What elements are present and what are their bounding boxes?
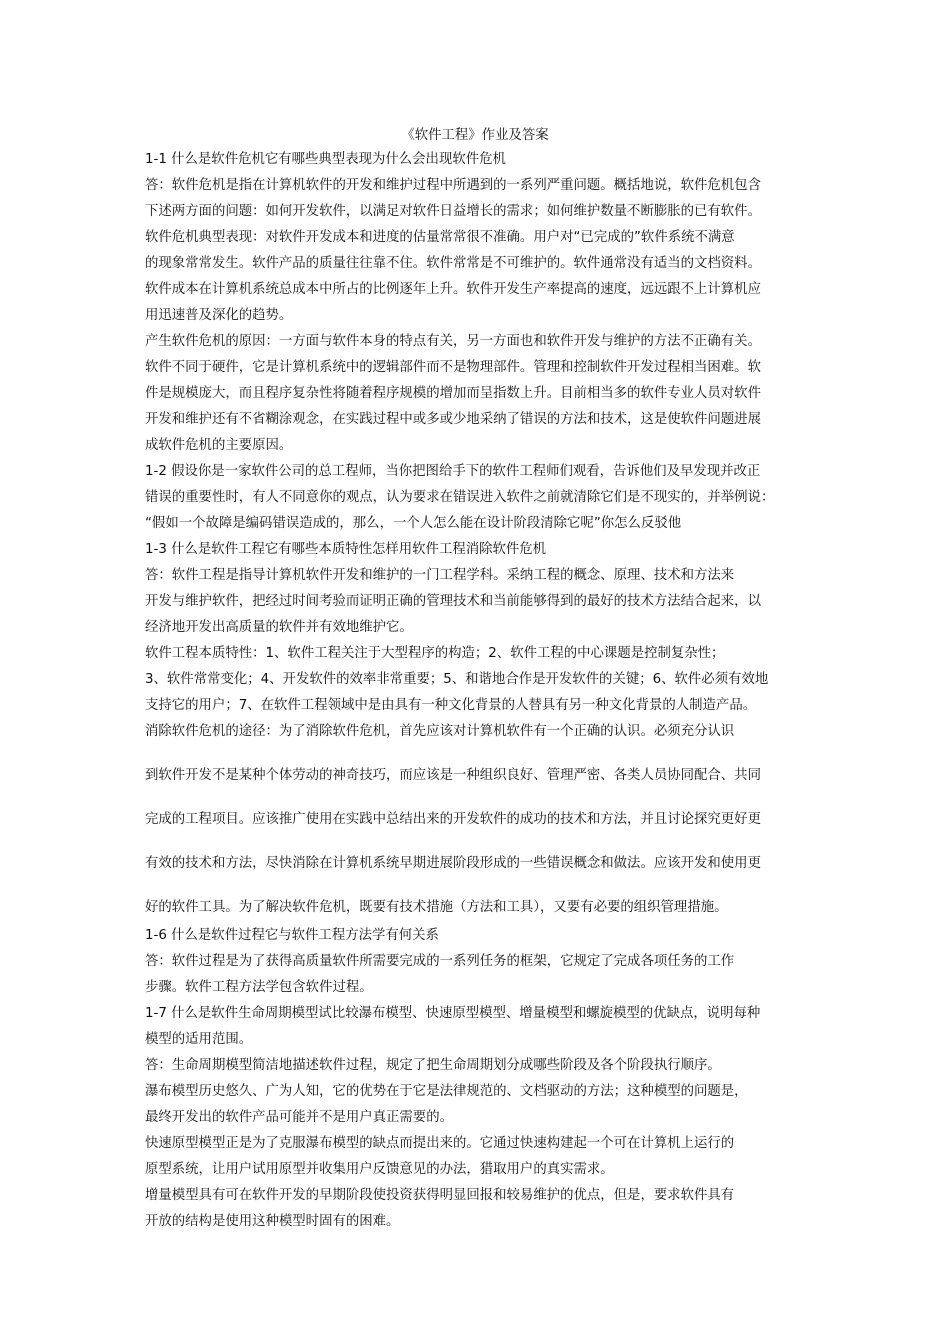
text-line: 软件危机典型表现：对软件开发成本和进度的估量常常很不准确。用户对“已完成的”软件系统不满意: [145, 230, 735, 245]
text-line: 1-6 什么是软件过程它与软件工程方法学有何关系: [145, 928, 439, 943]
text-line: 答：软件危机是指在计算机软件的开发和维护过程中所遇到的一系列严重问题。概括地说，软件危机包含: [145, 178, 761, 193]
text-line: 步骤。软件工程方法学包含软件过程。: [145, 980, 373, 995]
text-line: 开发与维护软件，把经过时间考验而证明正确的管理技术和当前能够得到的最好的技术方法结合起来，以: [145, 594, 761, 609]
text-line: 答：生命周期模型简洁地描述软件过程，规定了把生命周期划分成哪些阶段及各个阶段执行顺序。: [145, 1058, 721, 1073]
text-line: 原型系统，让用户试用原型并收集用户反馈意见的办法，猎取用户的真实需求。: [145, 1162, 614, 1177]
text-line: 支持它的用户；7、在软件工程领域中是由具有一种文化背景的人替具有另一种文化背景的人制造产品。: [145, 698, 757, 713]
text-line: 1-2 假设你是一家软件公司的总工程师，当你把图给手下的软件工程师们观看，告诉他们及早发现并改正: [145, 464, 761, 479]
text-line: “假如一个故障是编码错误造成的，那么，一个人怎么能在设计阶段清除它呢”你怎么反驳他: [145, 516, 682, 531]
text-line: 的现象常常发生。软件产品的质量往往靠不住。软件常常是不可维护的。软件通常没有适当的文档资料。: [145, 256, 761, 271]
text-line: 经济地开发出高质量的软件并有效地维护它。: [145, 620, 413, 635]
text-line: 模型的适用范围。: [145, 1032, 253, 1047]
text-line: 成软件危机的主要原因。: [145, 438, 293, 453]
document-title: 《软件工程》作业及答案: [401, 128, 549, 143]
text-line: 产生软件危机的原因：一方面与软件本身的特点有关，另一方面也和软件开发与维护的方法不正确有关。: [145, 334, 761, 349]
text-line: 增量模型具有可在软件开发的早期阶段使投资获得明显回报和较易维护的优点，但是，要求软件具有: [145, 1188, 735, 1203]
text-line: 下述两方面的问题：如何开发软件，以满足对软件日益增长的需求；如何维护数量不断膨胀的已有软件。: [145, 204, 761, 219]
text-line: 答：软件工程是指导计算机软件开发和维护的一门工程学科。采纳工程的概念、原理、技术和方法来: [145, 568, 735, 583]
text-line: 1-1 什么是软件危机它有哪些典型表现为什么会出现软件危机: [145, 152, 506, 167]
text-line: 消除软件危机的途径：为了消除软件危机，首先应该对计算机软件有一个正确的认识。必须充分认识: [145, 724, 735, 739]
text-line: 答：软件过程是为了获得高质量软件所需要完成的一系列任务的框架，它规定了完成各项任务的工作: [145, 954, 735, 969]
text-line: 到软件开发不是某种个体劳动的神奇技巧，而应该是一种组织良好、管理严密、各类人员协同配合、共同: [145, 768, 761, 783]
text-line: 最终开发出的软件产品可能并不是用户真正需要的。: [145, 1110, 453, 1125]
text-line: 快速原型模型正是为了克服瀑布模型的缺点而提出来的。它通过快速构建起一个可在计算机上运行的: [145, 1136, 735, 1151]
text-line: 完成的工程项目。应该推广使用在实践中总结出来的开发软件的成功的技术和方法，并且讨论探究更好更: [145, 812, 761, 827]
text-line: 软件成本在计算机系统总成本中所占的比例逐年上升。软件开发生产率提高的速度，远远跟不上计算机应: [145, 282, 761, 297]
text-line: 瀑布模型历史悠久、广为人知，它的优势在于它是法律规范的、文档驱动的方法；这种模型的问题是，: [145, 1084, 748, 1099]
text-line: 软件工程本质特性：1、软件工程关注于大型程序的构造；2、软件工程的中心课题是控制复杂性；: [145, 646, 725, 661]
text-line: 开发和维护还有不省糊涂观念，在实践过程中或多或少地采纳了错误的方法和技术，这是使软件问题进展: [145, 412, 761, 427]
text-line: 有效的技术和方法，尽快消除在计算机系统早期进展阶段形成的一些错误概念和做法。应该开发和使用更: [145, 856, 761, 871]
text-line: 1-3 什么是软件工程它有哪些本质特性怎样用软件工程消除软件危机: [145, 542, 547, 557]
text-line: 3、软件常常变化；4、开发软件的效率非常重要；5、和谐地合作是开发软件的关键；6、软件必须有效地: [145, 672, 769, 687]
text-line: 好的软件工具。为了解决软件危机，既要有技术措施（方法和工具），又要有必要的组织管理措施。: [145, 900, 728, 915]
text-line: 1-7 什么是软件生命周期模型试比较瀑布模型、快速原型模型、增量模型和螺旋模型的优缺点，说明每种: [145, 1006, 761, 1021]
text-line: 开放的结构是使用这种模型时固有的困难。: [145, 1214, 400, 1229]
text-line: 件是规模庞大，而且程序复杂性将随着程序规模的增加而呈指数上升。目前相当多的软件专业人员对软件: [145, 386, 761, 401]
text-line: 错误的重要性时，有人不同意你的观点，认为要求在错误进入软件之前就清除它们是不现实的，并举例说：: [145, 490, 775, 505]
text-line: 用迅速普及深化的趋势。: [145, 308, 293, 323]
text-line: 软件不同于硬件，它是计算机系统中的逻辑部件而不是物理部件。管理和控制软件开发过程相当困难。软: [145, 360, 761, 375]
